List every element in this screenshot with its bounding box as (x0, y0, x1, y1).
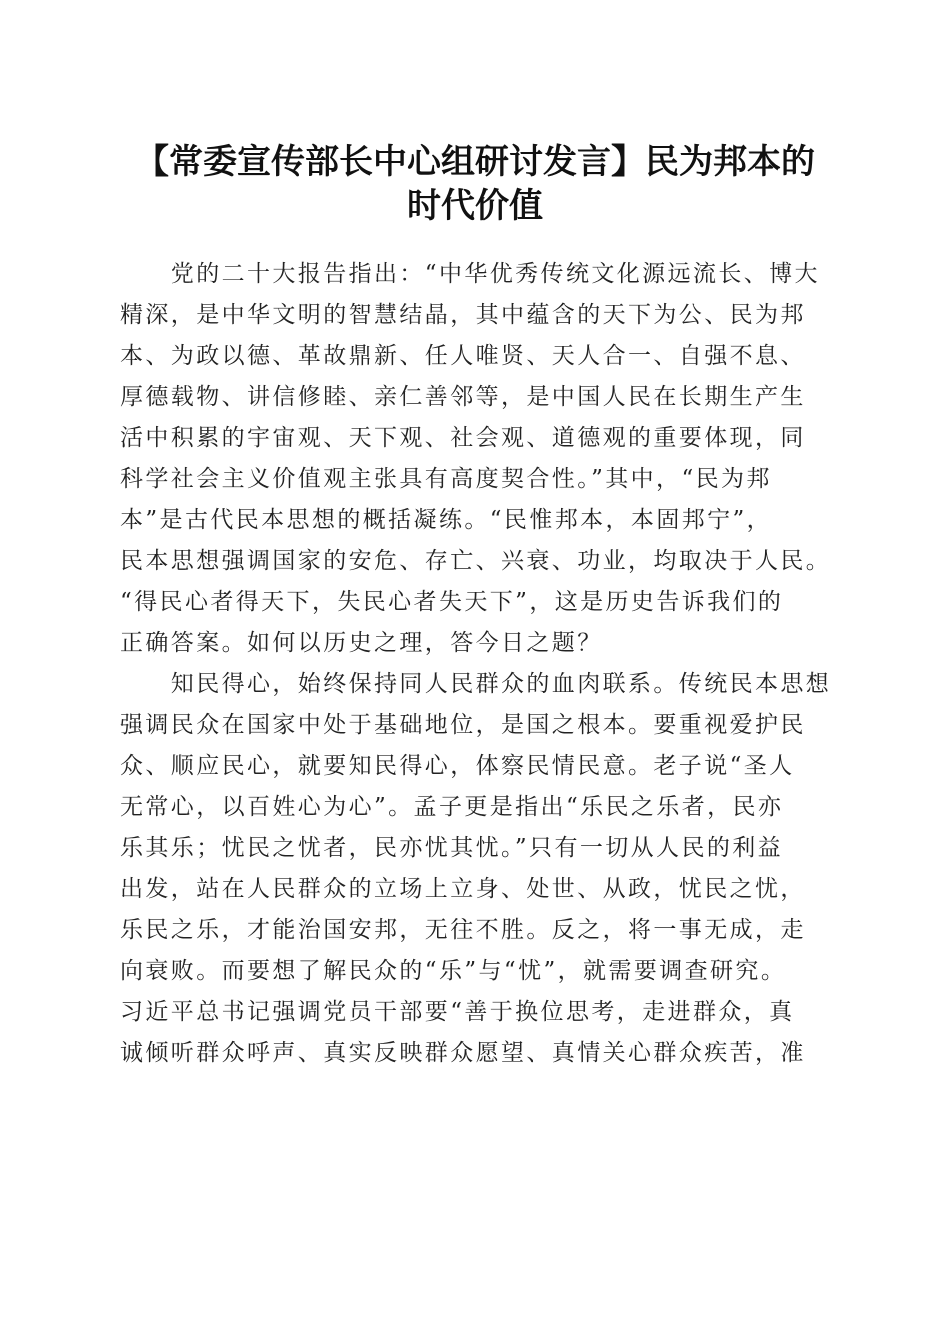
text-line: 精深，是中华文明的智慧结晶，其中蕴含的天下为公、民为邦 (120, 302, 806, 328)
text-line: 乐其乐；忧民之忧者，民亦忧其忧。”只有一切从人民的利益 (120, 835, 784, 861)
text-line: 民本思想强调国家的安危、存亡、兴衰、功业，均取决于人民。 (120, 548, 832, 574)
text-line: “得民心者得天下，失民心者失天下”，这是历史告诉我们的 (120, 589, 784, 615)
text-line: 本、为政以德、革故鼎新、任人唯贤、天人合一、自强不息、 (120, 343, 806, 369)
text-line: 本”是古代民本思想的概括凝练。“民惟邦本，本固邦宁”， (120, 507, 773, 533)
text-line: 强调民众在国家中处于基础地位，是国之根本。要重视爱护民 (120, 712, 806, 738)
title-line-2: 时代价值 (407, 186, 543, 226)
text-line: 活中积累的宇宙观、天下观、社会观、道德观的重要体现，同 (120, 425, 806, 451)
text-line: 知民得心，始终保持同人民群众的血肉联系。传统民本思想 (120, 671, 832, 697)
paragraph-2 (120, 664, 835, 1074)
text-line: 诚倾听群众呼声、真实反映群众愿望、真情关心群众疾苦，准 (120, 1040, 806, 1066)
text-line: 乐民之乐，才能治国安邦，无往不胜。反之，将一事无成，走 (120, 917, 806, 943)
paragraph-1 (120, 254, 835, 664)
text-line: 出发，站在人民群众的立场上立身、处世、从政，忧民之忧， (120, 876, 806, 902)
text-line: 正确答案。如何以历史之理，答今日之题？ (120, 630, 603, 656)
text-line: 科学社会主义价值观主张具有高度契合性。”其中，“民为邦 (120, 466, 772, 492)
text-line: 厚德载物、讲信修睦、亲仁善邻等，是中国人民在长期生产生 (120, 384, 806, 410)
text-line: 向衰败。而要想了解民众的“乐”与“忧”，就需要调查研究。 (120, 958, 787, 984)
text-line: 无常心，以百姓心为心”。孟子更是指出“乐民之乐者，民亦 (120, 794, 784, 820)
document-title (100, 140, 850, 228)
text-line: 党的二十大报告指出：“中华优秀传统文化源远流长、博大 (120, 261, 820, 287)
text-line: 习近平总书记强调党员干部要“善于换位思考，走进群众，真 (120, 999, 795, 1025)
title-line-1: 【常委宣传部长中心组研讨发言】民为邦本的 (135, 142, 815, 182)
text-line: 众、顺应民心，就要知民得心，体察民情民意。老子说“圣人 (120, 753, 795, 779)
document-body (120, 254, 835, 1074)
